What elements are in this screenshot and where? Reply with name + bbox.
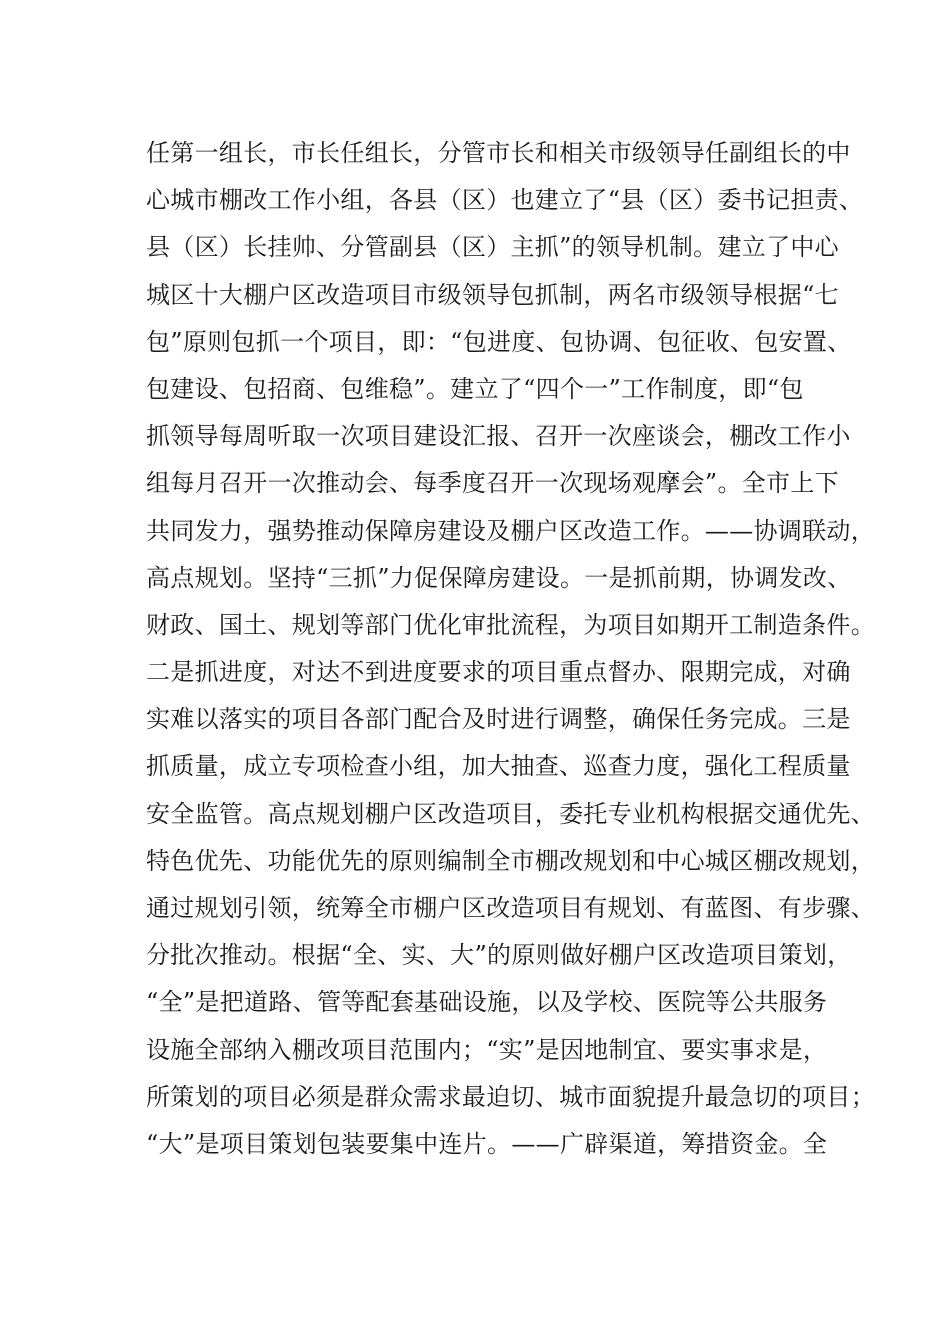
text-line: “大”是项目策划包装要集中连片。——广辟渠道，筹措资金。全 [146,1129,828,1158]
text-line: 高点规划。坚持“三抓”力促保障房建设。一是抓前期，协调发改、 [146,563,852,592]
text-line: 组每月召开一次推动会、每季度召开一次现场观摩会”。全市上下 [146,469,839,498]
text-line: 实难以落实的项目各部门配合及时进行调整，确保任务完成。三是 [146,705,851,734]
body-text [146,133,875,1171]
text-line: 分批次推动。根据“全、实、大”的原则做好棚户区改造项目策划， [146,941,852,970]
text-line: 共同发力，强势推动保障房建设及棚户区改造工作。——协调联动， [146,516,875,545]
text-line: 二是抓进度，对达不到进度要求的项目重点督办、限期完成，对确 [146,658,851,687]
text-line: 包建设、包招商、包维稳”。建立了“四个一”工作制度，即“包 [146,374,804,403]
text-line: 县（区）长挂帅、分管副县（区）主抓”的领导机制。建立了中心 [146,233,839,262]
text-line: 安全监管。高点规划棚户区改造项目，委托专业机构根据交通优先、 [146,799,875,828]
text-line: 抓质量，成立专项检查小组，加大抽查、巡查力度，强化工程质量 [146,752,851,781]
text-line: 心城市棚改工作小组，各县（区）也建立了“县（区）委书记担责、 [146,186,864,215]
text-line: 任第一组长，市长任组长，分管市长和相关市级领导任副组长的中 [146,139,851,167]
text-line: 通过规划引领，统筹全市棚户区改造项目有规划、有蓝图、有步骤、 [146,894,875,922]
text-line: 所策划的项目必须是群众需求最迫切、城市面貌提升最急切的项目； [146,1082,875,1111]
text-line: 设施全部纳入棚改项目范围内；“实”是因地制宜、要实事求是， [146,1035,828,1064]
text-line: “全”是把道路、管等配套基础设施，以及学校、医院等公共服务 [146,988,828,1017]
text-line: 包”原则包抓一个项目，即：“包进度、包协调、包征收、包安置、 [146,327,852,356]
text-line: 财政、国土、规划等部门优化审批流程，为项目如期开工制造条件。 [146,610,875,639]
text-line: 抓领导每周听取一次项目建设汇报、召开一次座谈会，棚改工作小 [146,422,851,451]
text-line: 特色优先、功能优先的原则编制全市棚改规划和中心城区棚改规划， [146,846,875,875]
text-line: 城区十大棚户区改造项目市级领导包抓制，两名市级领导根据“七 [146,280,839,309]
